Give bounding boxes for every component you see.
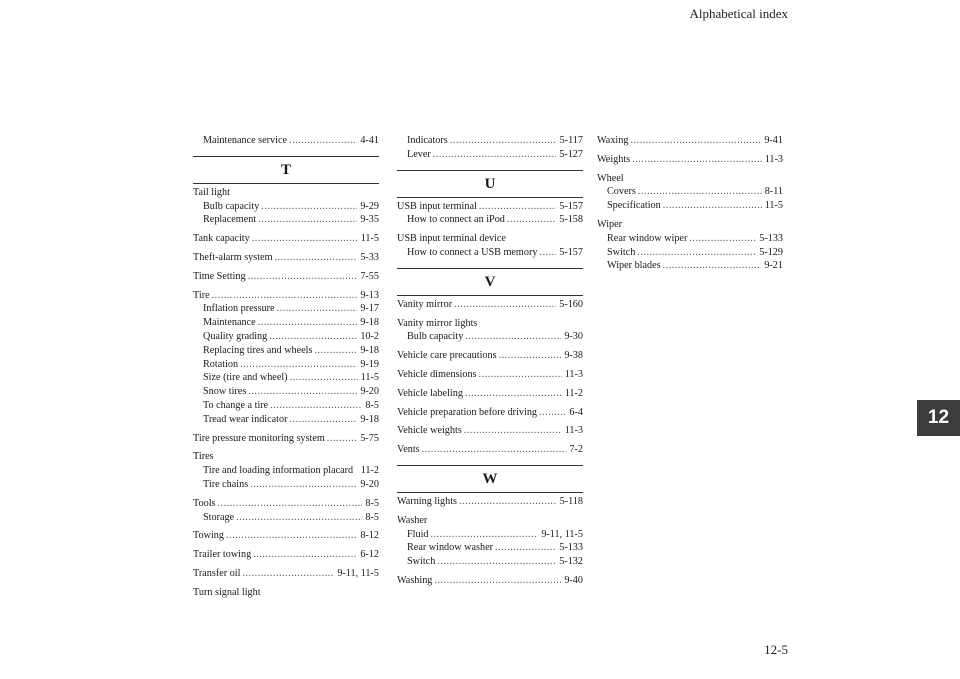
page-reference: 8-5 xyxy=(365,511,379,523)
entry-label: Vehicle care precautions xyxy=(397,350,497,362)
index-entry[interactable] xyxy=(193,529,379,543)
dot-leader xyxy=(253,548,357,562)
page-reference: 10-2 xyxy=(360,330,379,342)
index-subentry[interactable] xyxy=(397,134,583,148)
page-reference: 11-2 xyxy=(564,387,583,399)
dot-leader xyxy=(630,134,761,148)
dot-leader xyxy=(499,349,562,363)
dot-leader xyxy=(495,541,556,555)
section-rule xyxy=(397,492,583,493)
entry-label: Rear window wiper xyxy=(607,232,688,244)
dot-leader xyxy=(479,200,556,214)
dot-leader xyxy=(261,200,357,214)
entry-label: Size (tire and wheel) xyxy=(203,372,288,384)
index-entry[interactable] xyxy=(193,450,379,464)
dot-leader xyxy=(450,134,557,148)
page-reference: 9-18 xyxy=(360,413,379,425)
dot-leader xyxy=(236,511,362,525)
dot-leader xyxy=(663,259,762,273)
entry-label: Trailer towing xyxy=(193,549,252,561)
dot-leader xyxy=(464,424,562,438)
dot-leader xyxy=(270,399,362,413)
entry-label: Wiper blades xyxy=(607,260,661,272)
entry-label: Maintenance xyxy=(203,317,256,329)
entry-label: How to connect an iPod xyxy=(407,214,505,226)
dot-leader xyxy=(289,134,357,148)
page-reference: 5-129 xyxy=(759,246,783,258)
entry-label: Wiper xyxy=(597,218,623,230)
index-letter: U xyxy=(484,175,496,192)
page-reference: 9-29 xyxy=(360,200,379,212)
page-reference: 11-3 xyxy=(764,153,783,165)
dot-leader xyxy=(258,316,358,330)
index-subentry[interactable] xyxy=(597,199,783,213)
page-reference: 11-5 xyxy=(360,233,379,245)
page-reference: 6-12 xyxy=(360,549,379,561)
entry-label: Quality grading xyxy=(203,330,268,342)
index-subentry[interactable] xyxy=(597,259,783,273)
entry-label: Covers xyxy=(607,186,636,198)
index-entry[interactable] xyxy=(193,270,379,284)
page-reference: 5-117 xyxy=(559,135,583,146)
section-rule xyxy=(397,295,583,296)
index-subentry[interactable] xyxy=(597,232,783,246)
entry-label: Snow tires xyxy=(203,386,247,398)
page-reference: 7-55 xyxy=(360,270,379,282)
entry-label: Tools xyxy=(193,497,216,509)
page-reference: 5-127 xyxy=(559,148,583,160)
page-reference: 11-3 xyxy=(564,425,583,437)
page-reference: 9-20 xyxy=(360,386,379,398)
dot-leader xyxy=(248,385,357,399)
page-header-title: Alphabetical index xyxy=(689,6,788,21)
index-subentry[interactable] xyxy=(193,134,379,148)
page-reference: 9-18 xyxy=(360,317,379,329)
index-subentry[interactable] xyxy=(397,528,583,542)
dot-leader xyxy=(433,148,556,162)
entry-label: Maintenance service xyxy=(203,135,288,146)
page-reference: 9-41 xyxy=(764,135,783,146)
page-reference: 7-2 xyxy=(569,444,583,456)
index-subentry[interactable] xyxy=(397,148,583,162)
chapter-tab[interactable] xyxy=(917,400,960,436)
entry-label: Storage xyxy=(203,511,235,523)
dot-leader xyxy=(431,528,539,542)
index-subentry[interactable] xyxy=(597,185,783,199)
entry-label: Switch xyxy=(607,246,636,258)
dot-leader xyxy=(479,368,562,382)
dot-leader xyxy=(632,153,762,167)
index-subentry[interactable] xyxy=(193,344,379,358)
entry-label: Tire and loading information placard xyxy=(203,465,354,477)
index-subentry[interactable] xyxy=(397,330,583,344)
index-letter-heading xyxy=(397,465,583,493)
index-subentry[interactable] xyxy=(193,478,379,492)
entry-label: Vehicle weights xyxy=(397,425,462,437)
page-reference: 4-41 xyxy=(360,135,379,146)
dot-leader xyxy=(269,330,357,344)
page-reference: 5-157 xyxy=(559,246,583,258)
page-reference: 5-33 xyxy=(360,251,379,263)
index-entry[interactable] xyxy=(193,497,379,511)
page-reference: 5-118 xyxy=(559,495,583,507)
index-entry[interactable] xyxy=(597,172,783,186)
index-column-2 xyxy=(397,134,583,588)
index-entry[interactable] xyxy=(597,218,783,232)
entry-label: Replacement xyxy=(203,214,257,226)
index-entry[interactable] xyxy=(397,349,583,363)
entry-label: Vents xyxy=(397,444,420,456)
index-subentry[interactable] xyxy=(193,316,379,330)
index-subentry[interactable] xyxy=(193,200,379,214)
index-entry[interactable] xyxy=(397,387,583,401)
dot-leader xyxy=(539,406,566,420)
index-entry[interactable] xyxy=(397,424,583,438)
index-entry[interactable] xyxy=(193,432,379,446)
entry-label: Bulb capacity xyxy=(407,331,464,343)
page-reference: 5-160 xyxy=(559,298,583,310)
dot-leader xyxy=(314,344,357,358)
index-entry[interactable] xyxy=(397,232,583,246)
entry-label: Tail light xyxy=(193,186,230,198)
entry-label: Tires xyxy=(193,451,214,463)
page-reference: 9-17 xyxy=(360,303,379,315)
dot-leader xyxy=(290,371,358,385)
dot-leader xyxy=(465,387,562,401)
entry-label: Washing xyxy=(397,574,433,586)
dot-leader xyxy=(240,358,357,372)
index-entry[interactable] xyxy=(397,514,583,528)
entry-label: Bulb capacity xyxy=(203,200,260,212)
page-reference: 8-12 xyxy=(360,530,379,542)
entry-label: Tire xyxy=(193,289,210,301)
entry-label: To change a tire xyxy=(203,399,269,411)
index-subentry[interactable] xyxy=(193,358,379,372)
index-subentry[interactable] xyxy=(193,385,379,399)
entry-label: How to connect a USB memory xyxy=(407,246,538,258)
index-subentry[interactable] xyxy=(193,213,379,227)
entry-label: USB input terminal device xyxy=(397,233,506,245)
page-reference: 9-19 xyxy=(360,358,379,370)
entry-label: Replacing tires and wheels xyxy=(203,344,313,356)
index-subentry[interactable] xyxy=(397,246,583,260)
dot-leader xyxy=(250,478,357,492)
index-letter-heading xyxy=(397,170,583,198)
page-reference: 5-133 xyxy=(759,232,783,244)
index-entry[interactable] xyxy=(193,289,379,303)
page-reference: 8-5 xyxy=(365,497,379,509)
entry-label: Vanity mirror xyxy=(397,298,453,310)
dot-leader xyxy=(638,185,762,199)
index-entry[interactable] xyxy=(397,368,583,382)
index-entry[interactable] xyxy=(193,232,379,246)
entry-label: Turn signal light xyxy=(193,586,261,598)
dot-leader xyxy=(454,298,556,312)
entry-label: Tire chains xyxy=(203,478,249,490)
page-reference: 9-18 xyxy=(360,344,379,356)
page-reference: 11-2 xyxy=(360,465,379,477)
page-reference: 6-4 xyxy=(569,406,583,418)
entry-label: Rotation xyxy=(203,358,239,370)
dot-leader xyxy=(434,574,561,588)
entry-label: Towing xyxy=(193,530,224,542)
index-entry[interactable] xyxy=(397,574,583,588)
page-reference: 9-40 xyxy=(564,574,583,586)
index-entry[interactable] xyxy=(397,317,583,331)
page-reference: 5-158 xyxy=(559,214,583,226)
index-entry[interactable] xyxy=(597,153,783,167)
entry-label: Washer xyxy=(397,514,428,526)
index-entry[interactable] xyxy=(193,567,379,581)
dot-leader xyxy=(327,432,358,446)
section-rule xyxy=(193,183,379,184)
dot-leader xyxy=(252,232,358,246)
index-entry[interactable] xyxy=(397,495,583,509)
index-letter: T xyxy=(280,161,291,178)
dot-leader xyxy=(637,246,756,260)
dot-leader xyxy=(459,495,557,509)
page-reference: 9-30 xyxy=(564,331,583,343)
index-entry[interactable] xyxy=(397,298,583,312)
index-subentry[interactable] xyxy=(193,399,379,413)
entry-label: Weights xyxy=(597,153,631,165)
page-reference: 5-157 xyxy=(559,200,583,212)
entry-label: Theft-alarm system xyxy=(193,251,273,263)
entry-label: Warning lights xyxy=(397,495,458,507)
index-entry[interactable] xyxy=(397,443,583,457)
index-column-3 xyxy=(597,134,783,273)
dot-leader xyxy=(663,199,762,213)
entry-label: Wheel xyxy=(597,172,624,184)
index-entry[interactable] xyxy=(397,200,583,214)
index-entry[interactable] xyxy=(193,251,379,265)
index-subentry[interactable] xyxy=(193,511,379,525)
entry-label: Inflation pressure xyxy=(203,303,275,315)
index-letter-heading xyxy=(193,156,379,184)
dot-leader xyxy=(465,330,561,344)
entry-label: Vanity mirror lights xyxy=(397,317,478,329)
entry-label: Rear window washer xyxy=(407,542,494,554)
page-reference: 11-5 xyxy=(360,372,379,384)
entry-label: Tread wear indicator xyxy=(203,413,288,425)
index-entry[interactable] xyxy=(397,406,583,420)
entry-label: Transfer oil xyxy=(193,567,241,579)
page-reference: 9-21 xyxy=(764,260,783,272)
entry-label: Fluid xyxy=(407,528,429,540)
index-entry[interactable] xyxy=(193,586,379,600)
entry-label: Vehicle dimensions xyxy=(397,368,477,380)
dot-leader xyxy=(275,251,358,265)
dot-leader xyxy=(437,555,556,569)
index-column-1 xyxy=(193,134,379,600)
entry-label: Switch xyxy=(407,556,436,568)
index-subentry[interactable] xyxy=(397,213,583,227)
index-subentry[interactable] xyxy=(397,541,583,555)
entry-label: Waxing xyxy=(597,135,629,146)
page-reference: 9-35 xyxy=(360,214,379,226)
dot-leader xyxy=(422,443,567,457)
entry-label: Tire pressure monitoring system xyxy=(193,432,325,444)
index-subentry[interactable] xyxy=(597,246,783,260)
dot-leader xyxy=(290,413,358,427)
dot-leader xyxy=(242,567,334,581)
dot-leader xyxy=(212,289,358,303)
index-subentry[interactable] xyxy=(193,371,379,385)
page-reference: 5-133 xyxy=(559,542,583,554)
index-subentry[interactable] xyxy=(397,555,583,569)
page-reference: 9-13 xyxy=(360,289,379,301)
index-subentry[interactable] xyxy=(193,464,379,478)
page-reference: 8-5 xyxy=(365,399,379,411)
entry-label: Time Setting xyxy=(193,270,246,282)
page-reference: 9-38 xyxy=(564,350,583,362)
index-letter-heading xyxy=(397,268,583,296)
entry-label: Specification xyxy=(607,200,661,212)
chapter-tab-label: 12 xyxy=(927,407,950,428)
index-subentry[interactable] xyxy=(193,330,379,344)
dot-leader xyxy=(258,213,357,227)
entry-label: USB input terminal xyxy=(397,200,477,212)
entry-label: Vehicle preparation before driving xyxy=(397,406,538,418)
entry-label: Indicators xyxy=(407,135,448,146)
dot-leader xyxy=(539,246,556,260)
page-reference: 5-75 xyxy=(360,432,379,444)
entry-label: Tank capacity xyxy=(193,233,250,245)
index-subentry[interactable] xyxy=(193,302,379,316)
dot-leader xyxy=(226,529,357,543)
page-reference: 5-132 xyxy=(559,556,583,568)
dot-leader xyxy=(277,302,358,316)
section-rule xyxy=(397,197,583,198)
index-entry[interactable] xyxy=(193,186,379,200)
page-reference: 8-11 xyxy=(764,186,783,198)
dot-leader xyxy=(218,497,363,511)
entry-label: Lever xyxy=(407,148,431,160)
page-reference: 9-11, 11-5 xyxy=(541,528,583,540)
index-entry[interactable] xyxy=(597,134,783,148)
index-letter: V xyxy=(484,273,496,290)
index-entry[interactable] xyxy=(193,548,379,562)
index-subentry[interactable] xyxy=(193,413,379,427)
page-reference: 9-11, 11-5 xyxy=(337,567,379,579)
page-reference: 11-3 xyxy=(564,368,583,380)
page-number: 12-5 xyxy=(764,642,788,657)
dot-leader xyxy=(248,270,358,284)
entry-label: Vehicle labeling xyxy=(397,387,463,399)
dot-leader xyxy=(689,232,756,246)
page-reference: 11-5 xyxy=(764,200,783,212)
page-reference: 9-20 xyxy=(360,478,379,490)
dot-leader xyxy=(507,213,556,227)
index-letter: W xyxy=(482,470,498,487)
